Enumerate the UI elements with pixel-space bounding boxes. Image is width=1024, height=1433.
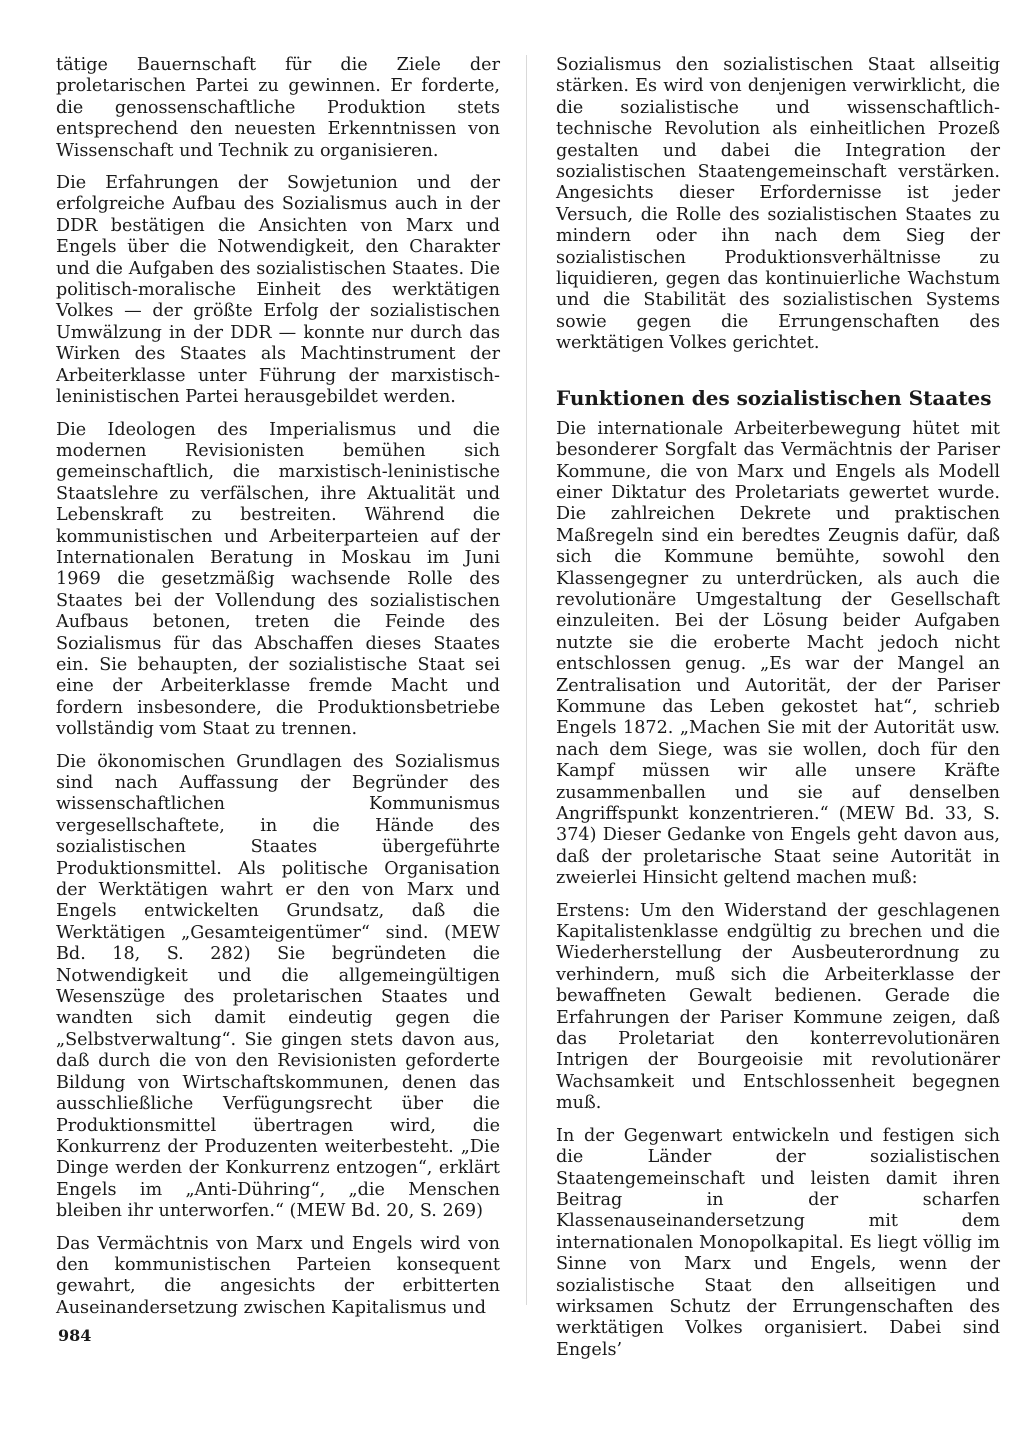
- paragraph: Die Ideologen des Imperialismus und die modernen Revisionisten bemühen sich gemeinschaftlich, die marxistisch-leninistische Staatslehre zu verfälschen, ihre Aktualität und Lebenskraft zu bestreiten. Während die kommunistischen und Arbeiterparteien auf der Internationalen Beratung in Moskau im Juni 1969 die gesetzmäßig wachsende Rolle des Staates bei der Vollendung des sozialistischen Aufbaus betonen, treten die Feinde des Sozialismus für das Abschaffen dieses Staates ein. Sie behaupten, der sozialistische Staat sei eine der Arbeiterklasse fremde Macht und fordern insbesondere, die Produktionsbetriebe vollständig vom Staat zu trennen.: [56, 419, 500, 740]
- paragraph: In der Gegenwart entwickeln und festigen sich die Länder der sozialistischen Staatengemeinschaft und leisten damit ihren Beitrag in der scharfen Klassenauseinandersetzung mit dem internationalen Monopolkapital. Es liegt völlig im Sinne von Marx und Engels, wenn der sozialistische Staat den allseitigen und wirksamen Schutz der Errungenschaften des werktätigen Volkes organisiert. Dabei sind Engels’: [556, 1125, 1000, 1360]
- right-column: [556, 55, 1000, 1372]
- column-divider: [526, 55, 527, 1305]
- paragraph: Sozialismus den sozialistischen Staat allseitig stärken. Es wird von denjenigen verwirklicht, die die sozialistische und wissenschaftlich-technische Revolution als einheitlichen Prozeß gestalten und dabei die Integration der sozialistischen Staatengemeinschaft verstärken. Angesichts dieser Erfordernisse ist jeder Versuch, die Rolle des sozialistischen Staates zu mindern oder ihn nach dem Sieg der sozialistischen Produktionsverhältnisse zu liquidieren, gegen das kontinuierliche Wachstum und die Stabilität des sozialistischen Systems sowie gegen die Errungenschaften des werktätigen Volkes gerichtet.: [556, 55, 1000, 354]
- page-number: 984: [58, 1326, 92, 1345]
- paragraph: Die Erfahrungen der Sowjetunion und der erfolgreiche Aufbau des Sozialismus auch in der DDR bestätigen die Ansichten von Marx und Engels über die Notwendigkeit, den Charakter und die Aufgaben des sozialistischen Staates. Die politisch-moralische Einheit des werktätigen Volkes — der größte Erfolg der sozialistischen Umwälzung in der DDR — konnte nur durch das Wirken des Staates als Machtinstrument der Arbeiterklasse unter Führung der marxistisch-leninistischen Partei herausgebildet werden.: [56, 173, 500, 408]
- paragraph: Erstens: Um den Widerstand der geschlagenen Kapitalistenklasse endgültig zu brechen und die Wiederherstellung der Ausbeuterordnung zu verhindern, muß sich die Arbeiterklasse der bewaffneten Gewalt bedienen. Gerade die Erfahrungen der Pariser Kommune zeigen, daß das Proletariat den konterrevolutionären Intrigen der Bourgeoisie mit revolutionärer Wachsamkeit und Entschlossenheit begegnen muß.: [556, 900, 1000, 1114]
- paragraph: Die internationale Arbeiterbewegung hütet mit besonderer Sorgfalt das Vermächtnis der Pariser Kommune, die von Marx und Engels als Modell einer Diktatur des Proletariats gewertet wurde. Die zahlreichen Dekrete und praktischen Maßregeln sind ein beredtes Zeugnis dafür, daß sich die Kommune bemühte, sowohl den Klassengegner zu unterdrücken, als auch die revolutionäre Umgestaltung der Gesellschaft einzuleiten. Bei der Lösung beider Aufgaben nutzte sie die eroberte Macht jedoch nicht entschlossen genug. „Es war der Mangel an Zentralisation und Autorität, der der Pariser Kommune das Leben gekostet hat“, schrieb Engels 1872. „Machen Sie mit der Autorität usw. nach dem Siege, was sie wollen, doch für den Kampf müssen wir alle unsere Kräfte zusammenballen und sie auf denselben Angriffspunkt konzentrieren.“ (MEW Bd. 33, S. 374) Dieser Gedanke von Engels geht davon aus, daß der proletarische Staat seine Autorität in zweierlei Hinsicht geltend machen muß:: [556, 418, 1000, 889]
- paragraph: Die ökonomischen Grundlagen des Sozialismus sind nach Auffassung der Begründer des wissenschaftlichen Kommunismus vergesellschaftete, in die Hände des sozialistischen Staates übergeführte Produktionsmittel. Als politische Organisation der Werktätigen wahrt er den von Marx und Engels entwickelten Grundsatz, daß die Werktätigen „Gesamteigentümer“ sind. (MEW Bd. 18, S. 282) Sie begründeten die Notwendigkeit und die allgemeingültigen Wesenszüge des proletarischen Staates und wandten sich damit eindeutig gegen die „Selbstverwaltung“. Sie gingen stets davon aus, daß durch die von den Revisionisten geforderte Bildung von Wirtschaftskommunen, denen das ausschließliche Verfügungsrecht über die Produktionsmittel übertragen wird, die Konkurrenz der Produzenten weiterbesteht. „Die Dinge werden der Konkurrenz entzogen“, erklärt Engels im „Anti-Dühring“, „die Menschen bleiben ihr unterworfen.“ (MEW Bd. 20, S. 269): [56, 751, 500, 1222]
- paragraph: Das Vermächtnis von Marx und Engels wird von den kommunistischen Parteien konsequent gewahrt, die angesichts der erbitterten Auseinandersetzung zwischen Kapitalismus und: [56, 1233, 500, 1318]
- section-heading: Funktionen des sozialistischen Staates: [556, 385, 992, 410]
- paragraph: tätige Bauernschaft für die Ziele der proletarischen Partei zu gewinnen. Er forderte, die genossenschaftliche Produktion stets entsprechend den neuesten Erkenntnissen von Wissenschaft und Technik zu organisieren.: [56, 55, 500, 161]
- left-column: [56, 55, 500, 1330]
